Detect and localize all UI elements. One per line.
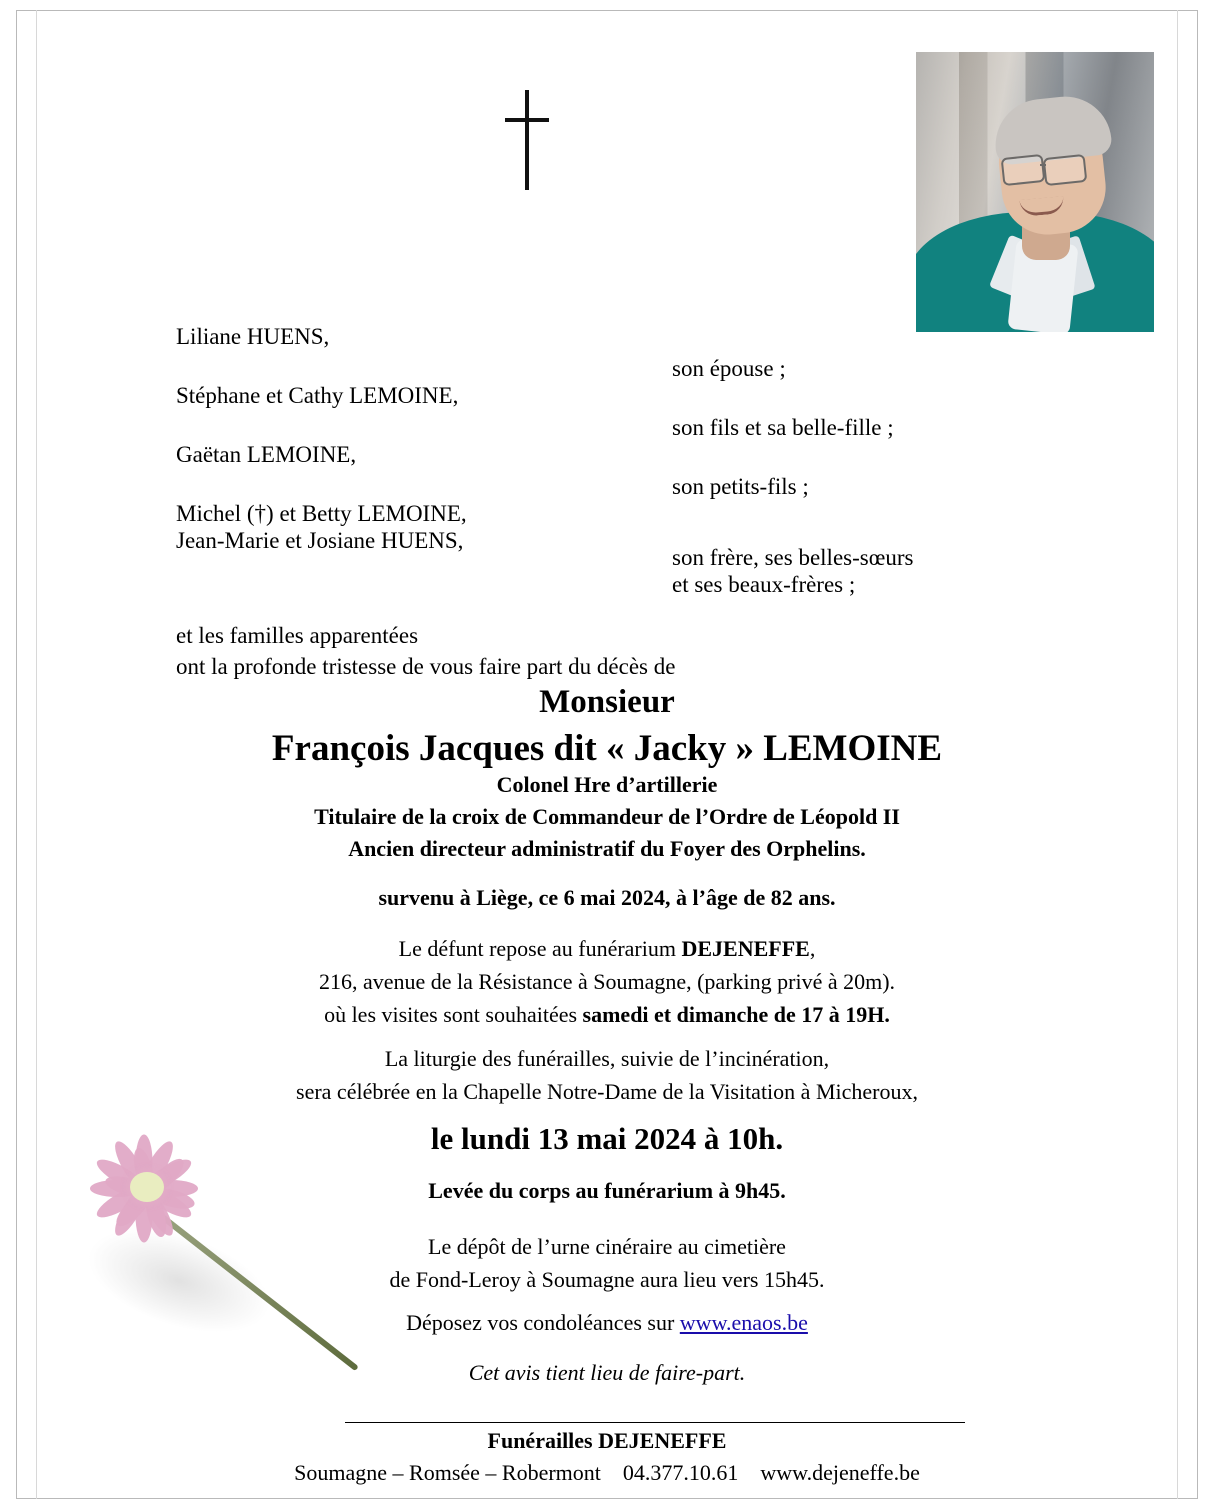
repose-text-pre: Le défunt repose au funérarium [398,936,682,961]
family-member: Gaëtan LEMOINE, [176,442,357,467]
liturgy-line-1: La liturgie des funérailles, suivie de l’incinération, [384,1046,830,1071]
footer-phone: 04.377.10.61 [622,1460,739,1485]
funeral-home-name: DEJENEFFE [681,936,810,961]
cross-icon [497,90,557,190]
deceased-titles [0,769,1214,865]
family-closing-line-2: ont la profonde tristesse de vous faire part du décès de [176,654,676,680]
funeral-home-details [0,932,1214,1031]
deceased-title: Titulaire de la croix de Commandeur de l’Ordre de Léopold II [314,803,900,829]
liturgy-details [0,1042,1214,1108]
footer-website: www.dejeneffe.be [760,1460,920,1485]
family-members-left-column [176,325,467,588]
ceremony-datetime: le lundi 13 mai 2024 à 10h. [430,1121,784,1156]
repose-text-post: , [809,936,816,961]
repose-line-1 [0,932,1214,965]
family-relation: son épouse ; [672,356,786,381]
footer-company: Funérailles DEJENEFFE [487,1428,727,1453]
deceased-name: François Jacques dit « Jacky » LEMOINE [271,728,943,769]
family-relation: son petits-fils ; [672,474,809,499]
portrait-photo [916,52,1154,332]
urn-line-2: de Fond-Leroy à Soumagne aura lieu vers 15h45. [389,1267,825,1292]
repose-address: 216, avenue de la Résistance à Soumagne, (parking privé à 20m). [318,969,896,994]
footer-contact [0,1460,1214,1486]
family-member: Stéphane et Cathy LEMOINE, [176,383,459,408]
family-relation: son fils et sa belle-fille ; [672,415,894,440]
honorific: Monsieur [539,684,675,720]
family-relations-right-column [672,357,913,632]
visits-text-pre: où les visites sont souhaitées [324,1002,583,1027]
family-closing-line-1: et les familles apparentées [176,623,419,648]
condolences-text: Déposez vos condoléances sur [406,1310,680,1335]
deceased-title: Colonel Hre d’artillerie [496,772,718,797]
body-lifting-time: Levée du corps au funérarium à 9h45. [428,1178,786,1203]
urn-line-1: Le dépôt de l’urne cinéraire au cimetière [428,1234,786,1259]
urn-details [0,1230,1214,1296]
footer-locations: Soumagne – Romsée – Robermont [294,1460,601,1485]
liturgy-line-2: sera célébrée en la Chapelle Notre-Dame de la Visitation à Micheroux, [296,1079,918,1104]
condolences-link[interactable]: www.enaos.be [679,1310,808,1335]
death-details: survenu à Liège, ce 6 mai 2024, à l’âge de 82 ans. [378,885,836,910]
notice-note: Cet avis tient lieu de faire-part. [468,1360,746,1385]
repose-line-3 [0,998,1214,1031]
condolences-line [0,1310,1214,1336]
family-member: Liliane HUENS, [176,324,330,349]
family-relation: et ses beaux-frères ; [672,572,856,597]
visit-hours: samedi et dimanche de 17 à 19H. [582,1002,890,1027]
family-closing-text [176,620,675,682]
footer-divider [345,1422,965,1423]
family-member: Jean-Marie et Josiane HUENS, [176,528,464,553]
deceased-title: Ancien directeur administratif du Foyer des Orphelins. [348,835,866,861]
family-relation: son frère, ses belles-sœurs [672,545,914,570]
family-member: Michel (†) et Betty LEMOINE, [176,501,467,526]
